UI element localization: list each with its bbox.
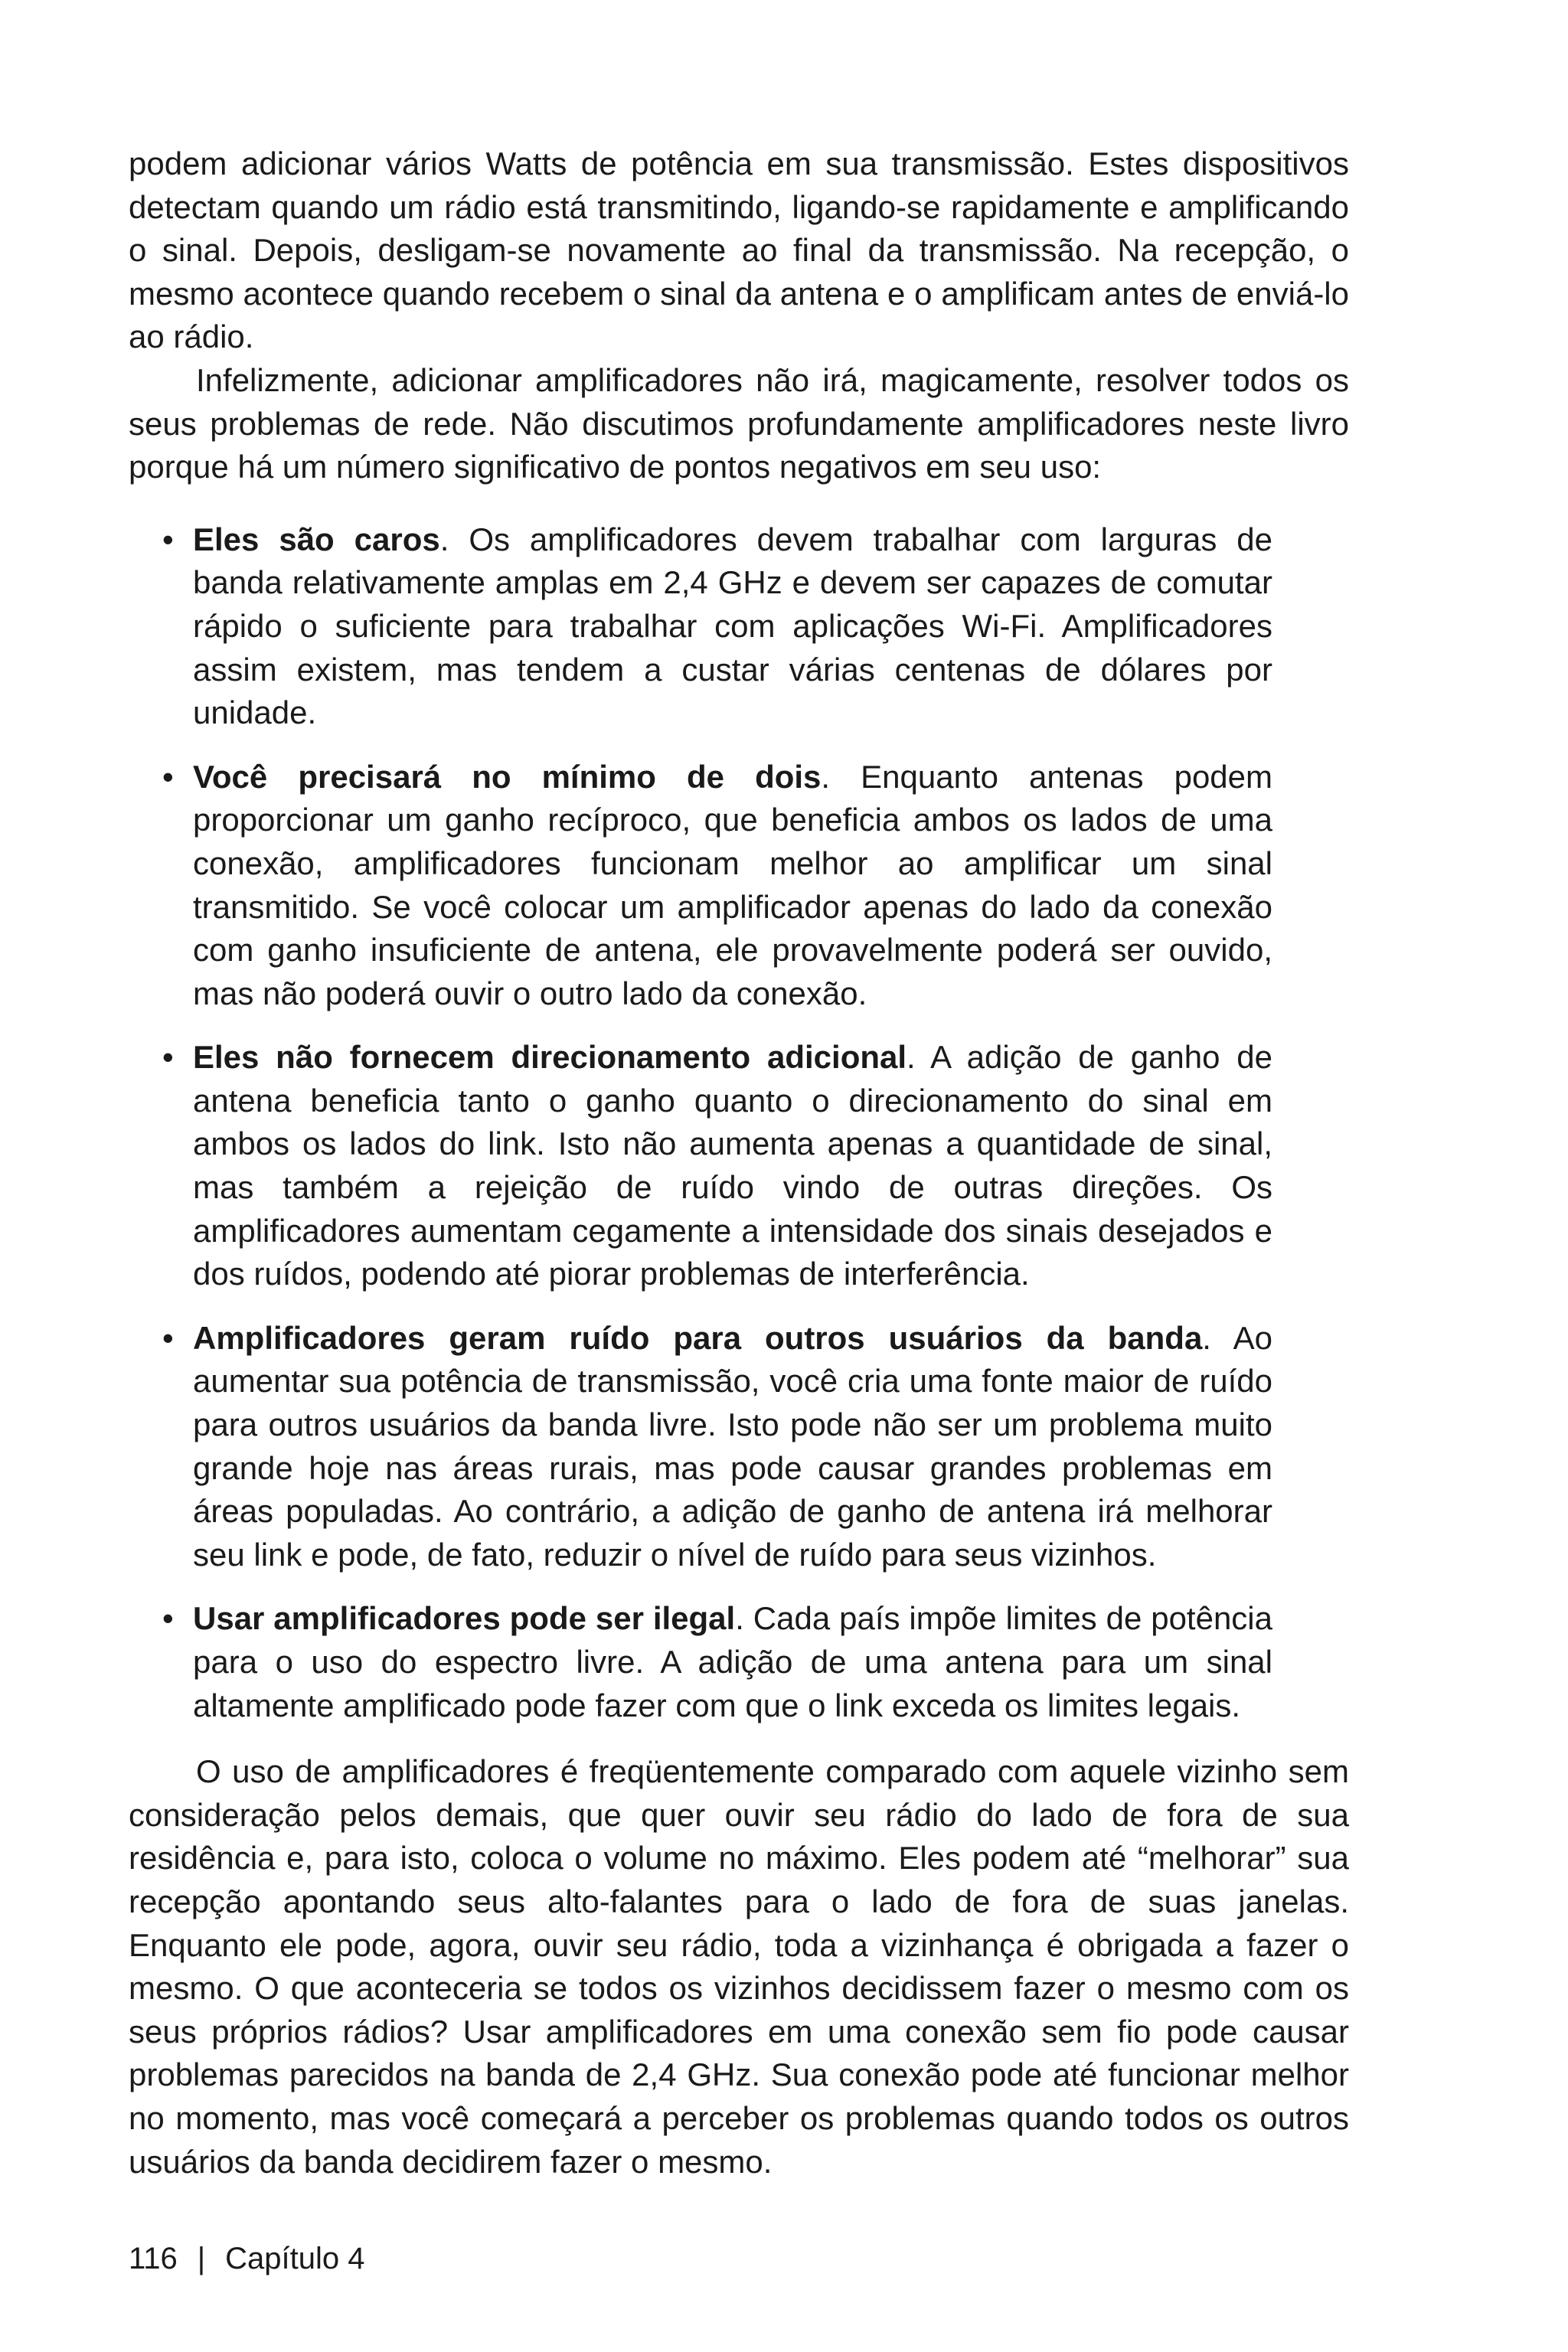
bullet-icon: •	[162, 758, 174, 795]
list-item-lead: Usar amplificadores pode ser ilegal	[193, 1600, 736, 1637]
bullet-icon: •	[162, 1600, 174, 1637]
list-item	[129, 756, 1272, 1016]
list-item-lead: Eles não fornecem direcionamento adicional	[193, 1039, 907, 1076]
list-item-text: . Cada país impõe limites de potência para o uso do espectro livre. A adição de uma antena para um sinal altamente amplificado pode fazer com que o link exceda os limites legais.	[193, 1600, 1272, 1723]
list-item-text: . Ao aumentar sua potência de transmissão, você cria uma fonte maior de ruído para outros usuários da banda livre. Isto pode não ser um problema muito grande hoje nas áreas rurais, mas pode causar grandes problemas em áreas populadas. Ao contrário, a adição de ganho de antena irá melhorar seu link e pode, de fato, reduzir o nível de ruído para seus vizinhos.	[193, 1319, 1272, 1573]
list-item	[129, 1317, 1272, 1577]
list-item-text: . Os amplificadores devem trabalhar com larguras de banda relativamente amplas em 2,4 GHz e devem ser capazes de comutar rápido o suficiente para trabalhar com aplicações Wi-Fi. Amplificadores assim existem, mas tendem a custar várias centenas de dólares por unidade.	[193, 521, 1272, 731]
page-footer	[129, 2237, 365, 2280]
list-item-lead: Amplificadores geram ruído para outros usuários da banda	[193, 1319, 1203, 1356]
page-body	[129, 142, 1349, 2184]
paragraph-amplifiers-intro: Infelizmente, adicionar amplificadores não irá, magicamente, resolver todos os seus problemas de rede. Não discutimos profundamente amplificadores neste livro porque há um número significativo de pontos negativos em seu uso:	[129, 361, 1349, 485]
drawbacks-list	[129, 518, 1272, 1727]
list-item	[129, 518, 1272, 735]
list-item-lead: Eles são caros	[193, 521, 440, 557]
chapter-label: Capítulo 4	[225, 2242, 365, 2275]
paragraph-neighbor-analogy: O uso de amplificadores é freqüentemente comparado com aquele vizinho sem consideração pelos demais, que quer ouvir seu rádio do lado de fora de sua residência e, para isto, coloca o volume no máximo. Eles podem até “melhorar” sua recepção apontando seus alto-falantes para o lado de fora de suas janelas. Enquanto ele pode, agora, ouvir seu rádio, toda a vizinhança é obrigada a fazer o mesmo. O que aconteceria se todos os vizinhos decidissem fazer o mesmo com os seus próprios rádios? Usar amplificadores em uma conexão sem fio pode causar problemas parecidos na banda de 2,4 GHz. Sua conexão pode até funcionar melhor no momento, mas você começará a perceber os problemas quando todos os outros usuários da banda decidirem fazer o mesmo.	[129, 1753, 1349, 2180]
list-item-text: . A adição de ganho de antena beneficia tanto o ganho quanto o direcionamento do sinal em ambos os lados do link. Isto não aumenta apenas a quantidade de sinal, mas também a rejeição de ruído vindo de outras direções. Os amplificadores aumentam cegamente a intensidade dos sinais desejados e dos ruídos, podendo até piorar problemas de interferência.	[193, 1039, 1273, 1292]
bullet-icon: •	[162, 1039, 174, 1076]
bullet-icon: •	[162, 521, 174, 557]
list-item	[129, 1597, 1272, 1727]
list-item-text: . Enquanto antenas podem proporcionar um ganho recíproco, que beneficia ambos os lados de uma conexão, amplificadores funcionam melhor ao amplificar um sinal transmitido. Se você colocar um amplificador apenas do lado da conexão com ganho insuficiente de antena, ele provavelmente poderá ser ouvido, mas não poderá ouvir o outro lado da conexão.	[193, 758, 1273, 1011]
page-number: 116	[129, 2242, 178, 2275]
bullet-icon: •	[162, 1319, 174, 1356]
list-item-lead: Você precisará no mínimo de dois	[193, 758, 822, 795]
paragraph-intro: podem adicionar vários Watts de potência em sua transmissão. Estes dispositivos detectam quando um rádio está transmitindo, ligando-se rapidamente e amplificando o sinal. Depois, desligam-se novamente ao final da transmissão. Na recepção, o mesmo acontece quando recebem o sinal da antena e o amplificam antes de enviá-lo ao rádio.	[129, 145, 1349, 355]
footer-separator: |	[197, 2242, 206, 2275]
list-item	[129, 1036, 1272, 1296]
